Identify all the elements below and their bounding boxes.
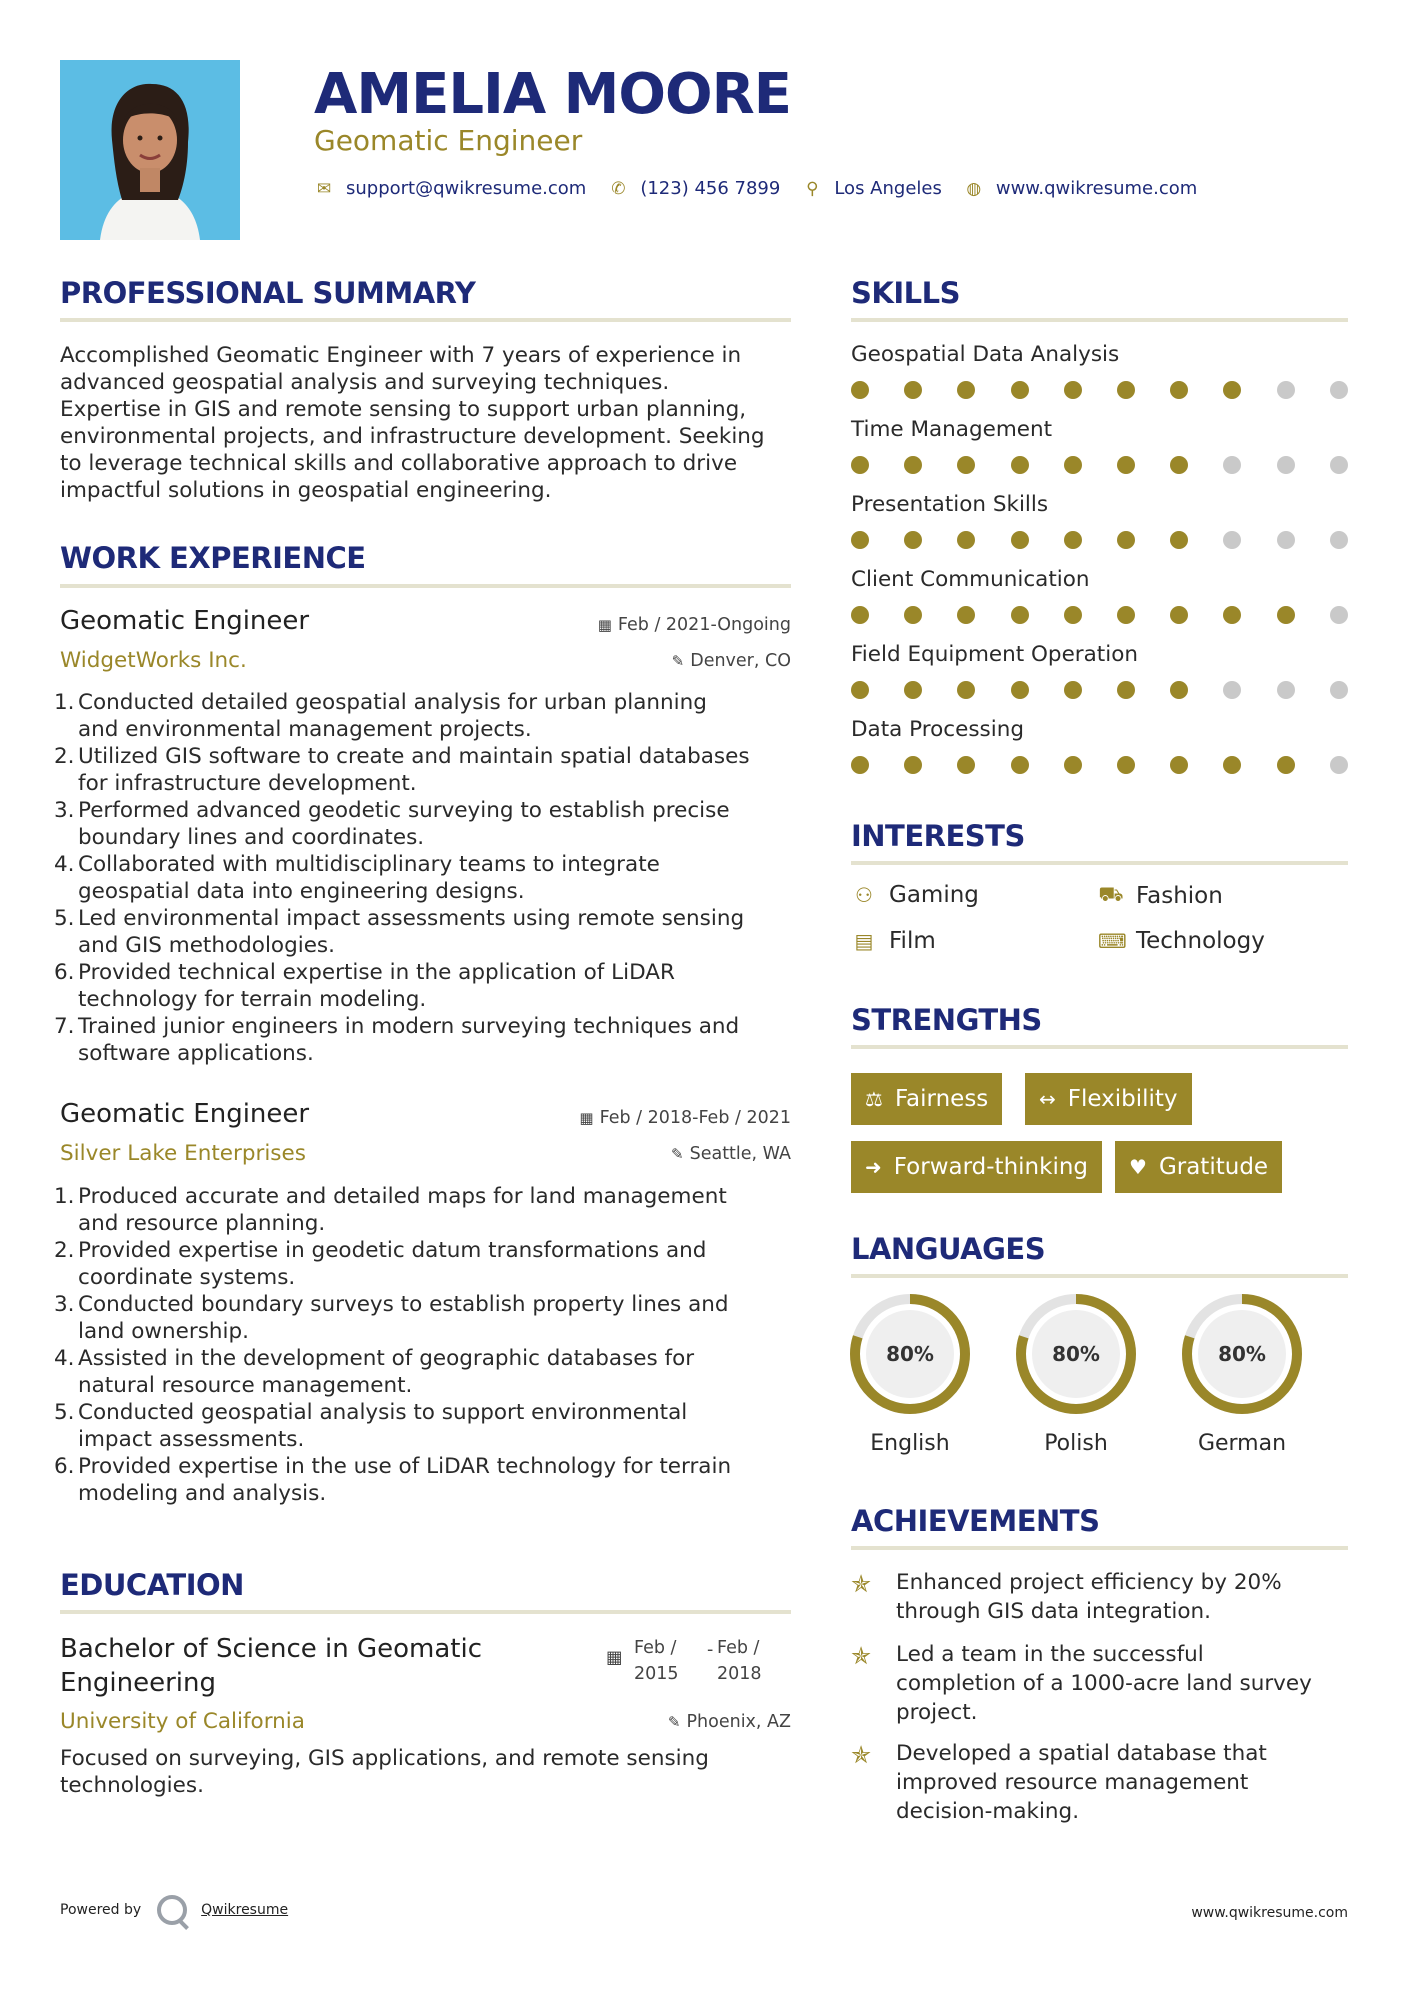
interest-gaming: ⚇ Gaming: [851, 882, 979, 908]
summary-divider: [60, 318, 791, 322]
achievements-heading: ACHIEVEMENTS: [851, 1504, 1100, 1538]
rating-dot-filled: [1170, 381, 1188, 399]
pin-icon: ✎: [671, 652, 685, 670]
contact-email[interactable]: support@qwikresume.com: [346, 178, 587, 199]
job-location: [672, 651, 791, 671]
strengths-divider: [851, 1045, 1348, 1049]
language-gauge: [848, 1292, 972, 1416]
pin-icon: ✎: [667, 1713, 681, 1731]
rating-dot-filled: [1117, 681, 1135, 699]
skill-name: Client Communication: [851, 567, 1090, 592]
rating-dot-empty: [1277, 456, 1295, 474]
rating-dot-filled: [851, 456, 869, 474]
list-item: 7. Trained junior engineers in modern surveying techniques and software applications.: [54, 1014, 740, 1066]
list-item: 3. Conducted boundary surveys to establish property lines and land ownership.: [54, 1292, 729, 1344]
job-title: Geomatic Engineer: [60, 606, 310, 636]
list-item: 2. Utilized GIS software to create and maintain spatial databases for infrastructure development.: [54, 744, 750, 796]
laptop-icon: ⌨: [1098, 929, 1127, 953]
rating-dot-empty: [1277, 531, 1295, 549]
map-pin-icon: ⚲: [806, 178, 819, 199]
interests-heading: INTERESTS: [851, 819, 1025, 853]
job-company: Silver Lake Enterprises: [60, 1141, 306, 1166]
rating-dot-empty: [1330, 456, 1348, 474]
language-name: Polish: [1044, 1431, 1108, 1456]
rating-dot-filled: [1011, 756, 1029, 774]
skill-name: Data Processing: [851, 717, 1024, 742]
job-location-text: Seattle, WA: [689, 1144, 791, 1164]
brand-link[interactable]: Qwikresume: [201, 1902, 289, 1918]
contact-location: Los Angeles: [834, 178, 942, 199]
rating-dot-filled: [1170, 606, 1188, 624]
language-gauge: [1014, 1292, 1138, 1416]
education-start-date: Feb / 2015: [634, 1638, 679, 1684]
rating-dot-filled: [904, 606, 922, 624]
languages-divider: [851, 1274, 1348, 1278]
rating-dot-filled: [1064, 381, 1082, 399]
education-date-dash: -: [707, 1640, 714, 1660]
arrow-right-icon: ➜: [865, 1155, 882, 1179]
language-percent: 80%: [1052, 1342, 1100, 1366]
rating-dot-filled: [904, 381, 922, 399]
phone-icon: ✆: [611, 178, 626, 199]
list-item: 3. Performed advanced geodetic surveying to establish precise boundary lines and coordinates.: [54, 798, 730, 850]
list-item: 5. Led environmental impact assessments using remote sensing and GIS methodologies.: [54, 906, 745, 958]
education-divider: [60, 1610, 791, 1614]
rating-dot-filled: [851, 756, 869, 774]
film-icon: ▤: [854, 929, 874, 953]
gamepad-icon: ⚇: [855, 883, 873, 907]
rating-dot-empty: [1330, 381, 1348, 399]
degree-title: Bachelor of Science in Geomatic Engineering: [60, 1634, 482, 1698]
contact-phone[interactable]: (123) 456 7899: [640, 178, 781, 199]
star-icon: ✯: [851, 1570, 872, 1598]
job-location-text: Denver, CO: [690, 651, 791, 671]
rating-dot-filled: [1011, 381, 1029, 399]
interest-film: ▤ Film: [851, 928, 936, 954]
list-item: 6. Provided expertise in the use of LiDAR technology for terrain modeling and analysis.: [54, 1454, 732, 1506]
summary-line: to leverage technical skills and collaborative approach to drive: [60, 451, 738, 476]
rating-dot-filled: [1011, 606, 1029, 624]
list-item: 1. Conducted detailed geospatial analysis for urban planning and environmental management projects.: [54, 690, 707, 742]
summary-text: [60, 342, 791, 504]
skill-rating: [851, 531, 1351, 551]
rating-dot-filled: [1011, 681, 1029, 699]
strengths-heading: STRENGTHS: [851, 1003, 1042, 1037]
rating-dot-empty: [1277, 381, 1295, 399]
rating-dot-empty: [1330, 756, 1348, 774]
job-bullets: [54, 1183, 791, 1507]
rating-dot-filled: [957, 531, 975, 549]
rating-dot-filled: [904, 531, 922, 549]
list-item: 6. Provided technical expertise in the application of LiDAR technology for terrain modeling.: [54, 960, 675, 1012]
pin-icon: ✎: [671, 1145, 684, 1163]
strength-tag-flexibility: ↔ Flexibility: [1025, 1073, 1192, 1125]
rating-dot-filled: [1170, 456, 1188, 474]
rating-dot-filled: [1170, 756, 1188, 774]
skill-rating: [851, 756, 1351, 776]
rating-dot-empty: [1330, 531, 1348, 549]
skill-name: Time Management: [851, 417, 1053, 442]
language-name: English: [870, 1431, 950, 1456]
contact-website[interactable]: www.qwikresume.com: [995, 178, 1198, 199]
job-company: WidgetWorks Inc.: [60, 648, 247, 673]
skill-rating: [851, 456, 1351, 476]
rating-dot-filled: [1064, 456, 1082, 474]
education-description: Focused on surveying, GIS applications, and remote sensing technologies.: [60, 1746, 709, 1798]
shopping-bag-icon: ⛟: [1098, 882, 1124, 906]
list-item: 5. Conducted geospatial analysis to support environmental impact assessments.: [54, 1400, 688, 1452]
rating-dot-filled: [1064, 756, 1082, 774]
profile-photo-illustration: [60, 60, 240, 240]
rating-dot-filled: [1170, 531, 1188, 549]
skill-rating: [851, 606, 1351, 626]
rating-dot-filled: [1117, 381, 1135, 399]
qwikresume-logo-icon: [157, 1895, 187, 1925]
rating-dot-empty: [1223, 456, 1241, 474]
skill-name: Geospatial Data Analysis: [851, 342, 1120, 367]
education-end-date: Feb / 2018: [717, 1638, 762, 1684]
work-divider: [60, 584, 791, 588]
language-name: German: [1197, 1431, 1287, 1456]
language-gauge: [1180, 1292, 1304, 1416]
job-dates-text: Feb / 2018-Feb / 2021: [599, 1108, 791, 1128]
interest-fashion: ⛟ Fashion: [1098, 882, 1223, 909]
rating-dot-filled: [1223, 756, 1241, 774]
job-dates: [579, 1108, 791, 1128]
rating-dot-filled: [851, 381, 869, 399]
star-icon: ✯: [851, 1642, 872, 1670]
skill-rating: [851, 681, 1351, 701]
footer-website[interactable]: www.qwikresume.com: [1191, 1905, 1348, 1921]
rating-dot-filled: [1011, 531, 1029, 549]
heart-icon: ♥: [1129, 1155, 1147, 1179]
language-percent: 80%: [886, 1342, 934, 1366]
skills-divider: [851, 318, 1348, 322]
strength-tag-gratitude: ♥ Gratitude: [1115, 1141, 1282, 1193]
achievement-item: Developed a spatial database that improved resource management decision-making.: [896, 1741, 1267, 1824]
skill-rating: [851, 381, 1351, 401]
rating-dot-filled: [1117, 756, 1135, 774]
globe-icon: ◍: [966, 178, 982, 199]
languages-heading: LANGUAGES: [851, 1232, 1046, 1266]
rating-dot-filled: [1011, 456, 1029, 474]
summary-line: environmental projects, and infrastructure development. Seeking: [60, 424, 765, 449]
rating-dot-empty: [1277, 681, 1295, 699]
list-item: 2. Provided expertise in geodetic datum transformations and coordinate systems.: [54, 1238, 707, 1290]
achievement-item: Led a team in the successful completion of a 1000-acre land survey project.: [896, 1642, 1312, 1725]
rating-dot-filled: [1277, 756, 1295, 774]
language-percent: 80%: [1218, 1342, 1266, 1366]
rating-dot-filled: [1117, 531, 1135, 549]
work-heading: WORK EXPERIENCE: [60, 541, 366, 575]
rating-dot-filled: [1064, 531, 1082, 549]
interests-divider: [851, 861, 1348, 865]
job-location: [671, 1144, 791, 1164]
rating-dot-filled: [957, 606, 975, 624]
rating-dot-filled: [851, 606, 869, 624]
rating-dot-filled: [904, 756, 922, 774]
job-title: Geomatic Engineer: [60, 1099, 310, 1129]
rating-dot-filled: [957, 681, 975, 699]
contact-bar: [314, 178, 1219, 199]
rating-dot-filled: [957, 456, 975, 474]
rating-dot-filled: [1064, 681, 1082, 699]
strength-tag-fairness: ⚖ Fairness: [851, 1073, 1002, 1125]
summary-line: impactful solutions in geospatial engineering.: [60, 478, 552, 503]
star-icon: ✯: [851, 1741, 872, 1769]
achievement-item: Enhanced project efficiency by 20% through GIS data integration.: [896, 1570, 1282, 1624]
rating-dot-filled: [957, 381, 975, 399]
candidate-name: AMELIA MOORE: [314, 62, 791, 127]
list-item: 4. Collaborated with multidisciplinary teams to integrate geospatial data into engineering designs.: [54, 852, 660, 904]
job-bullets: [54, 689, 791, 1067]
rating-dot-empty: [1223, 531, 1241, 549]
rating-dot-empty: [1330, 681, 1348, 699]
summary-line: Expertise in GIS and remote sensing to support urban planning,: [60, 397, 747, 422]
list-item: 4. Assisted in the development of geographic databases for natural resource management.: [54, 1346, 695, 1398]
rating-dot-filled: [851, 681, 869, 699]
rating-dot-filled: [1223, 381, 1241, 399]
profile-photo: [60, 60, 240, 240]
rating-dot-filled: [1117, 606, 1135, 624]
rating-dot-filled: [1064, 606, 1082, 624]
calendar-icon: ▦: [606, 1648, 623, 1668]
rating-dot-filled: [1277, 606, 1295, 624]
list-item: 1. Produced accurate and detailed maps for land management and resource planning.: [54, 1184, 727, 1236]
education-location: ✎ Phoenix, AZ: [667, 1712, 791, 1732]
education-heading: EDUCATION: [60, 1568, 244, 1602]
summary-line: advanced geospatial analysis and surveying techniques.: [60, 370, 670, 395]
rating-dot-filled: [904, 456, 922, 474]
job-dates: [598, 615, 791, 635]
rating-dot-empty: [1330, 606, 1348, 624]
envelope-icon: ✉: [316, 178, 332, 199]
candidate-title: Geomatic Engineer: [314, 124, 583, 157]
strength-tag-forward-thinking: ➜ Forward-thinking: [851, 1141, 1102, 1193]
rating-dot-filled: [904, 681, 922, 699]
job-dates-text: Feb / 2021-Ongoing: [617, 615, 791, 635]
skill-name: Field Equipment Operation: [851, 642, 1138, 667]
achievements-divider: [851, 1546, 1348, 1550]
summary-heading: PROFESSIONAL SUMMARY: [60, 276, 476, 310]
school-name: University of California: [60, 1709, 305, 1734]
rating-dot-filled: [1117, 456, 1135, 474]
calendar-icon: ▦: [597, 616, 612, 634]
powered-by-label: Powered by: [60, 1902, 142, 1918]
rating-dot-filled: [851, 531, 869, 549]
rating-dot-filled: [957, 756, 975, 774]
balance-scale-icon: ⚖: [865, 1087, 883, 1111]
rating-dot-filled: [1223, 606, 1241, 624]
skills-heading: SKILLS: [851, 276, 960, 310]
summary-line: Accomplished Geomatic Engineer with 7 years of experience in: [60, 343, 742, 368]
rating-dot-filled: [1170, 681, 1188, 699]
interest-technology: ⌨ Technology: [1098, 928, 1265, 954]
arrows-horizontal-icon: ↔: [1039, 1087, 1056, 1111]
footer-powered-by: [60, 1895, 288, 1925]
calendar-icon: ▦: [579, 1109, 594, 1127]
skill-name: Presentation Skills: [851, 492, 1049, 517]
rating-dot-empty: [1223, 681, 1241, 699]
